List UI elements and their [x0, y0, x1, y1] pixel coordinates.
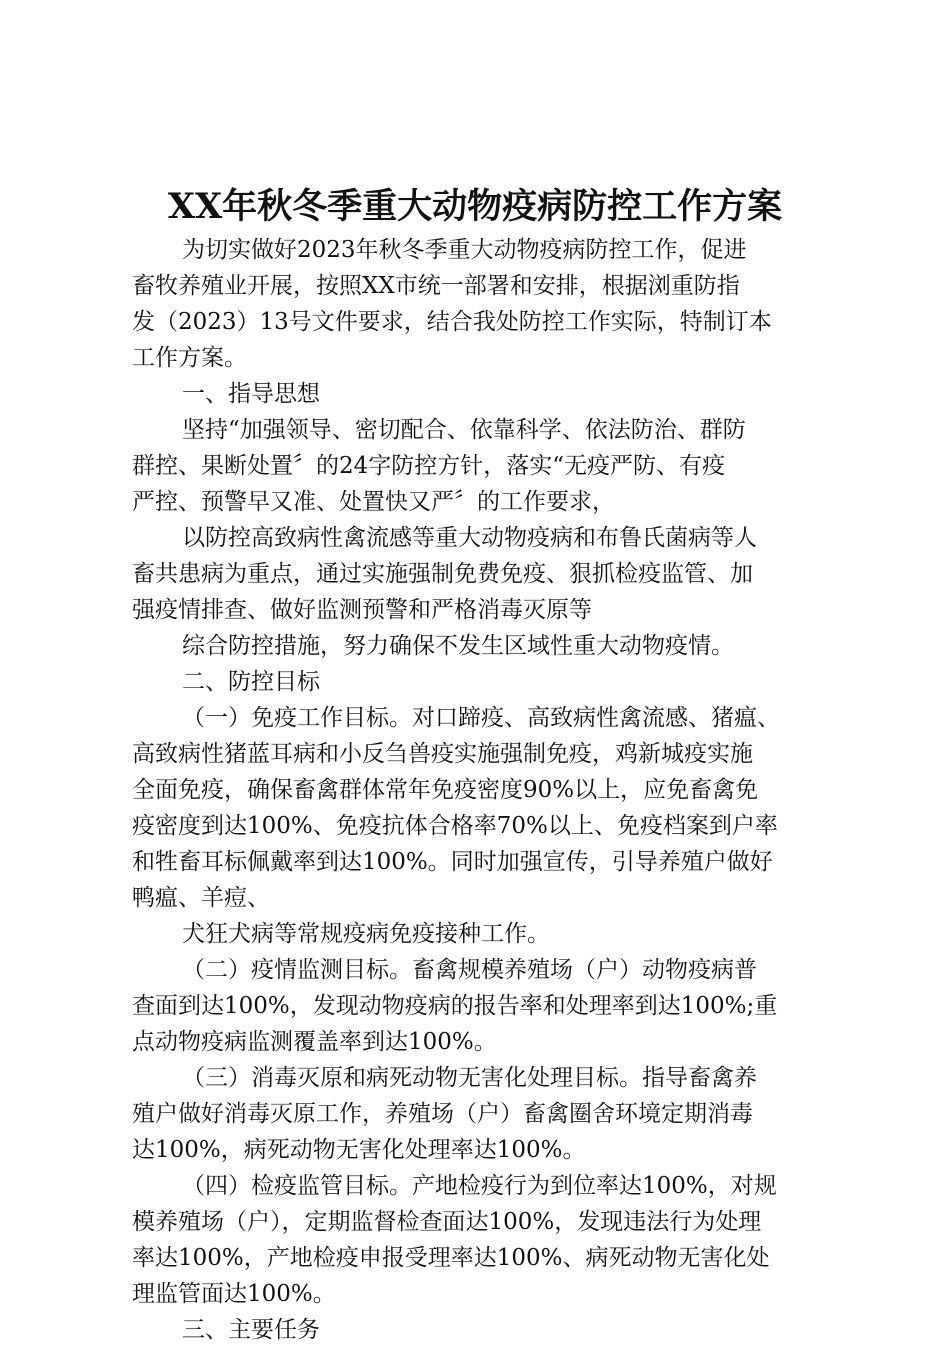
body-text-line: 疫密度到达100%、免疫抗体合格率70%以上、免疫档案到户率: [132, 813, 778, 839]
body-text-line: 殖户做好消毒灭原工作，养殖场（户）畜禽圈舍环境定期消毒: [132, 1101, 753, 1127]
document-body: [132, 232, 832, 1348]
body-text-line: 模养殖场（户），定期监督检查面达100%，发现违法行为处理: [132, 1209, 762, 1235]
body-text-line: 以防控高致病性禽流感等重大动物疫病和布鲁氏菌病等人: [182, 525, 757, 551]
body-text-line: 高致病性猪蓝耳病和小反刍兽疫实施强制免疫，鸡新城疫实施: [132, 741, 753, 767]
body-text-line: 工作方案。: [132, 345, 247, 371]
body-text-line: 发（2023）13号文件要求，结合我处防控工作实际，特制订本: [132, 309, 772, 335]
body-text-line: 二、防控目标: [182, 669, 320, 695]
document-title: XX年秋冬季重大动物疫病防控工作方案: [167, 186, 783, 227]
body-text-line: 点动物疫病监测覆盖率到达100%。: [132, 1029, 497, 1055]
body-text-line: 强疫情排查、做好监测预警和严格消毒灭原等: [132, 597, 592, 623]
body-text-line: 群控、果断处置〞的24字防控方针，落实“无疫严防、有疫: [132, 453, 726, 479]
body-text-line: 三、主要任务: [182, 1317, 320, 1343]
body-text-line: 犬狂犬病等常规疫病免疫接种工作。: [182, 921, 550, 947]
body-text-line: 和牲畜耳标佩戴率到达100%。同时加强宣传，引导养殖户做好: [132, 849, 773, 875]
body-text-line: 达100%，病死动物无害化处理率达100%。: [132, 1137, 586, 1163]
body-text-line: 畜共患病为重点，通过实施强制免费免疫、狠抓检疫监管、加: [132, 561, 753, 587]
body-text-line: 理监管面达100%。: [132, 1281, 336, 1307]
body-text-line: 畜牧养殖业开展，按照XX市统一部署和安排，根据浏重防指: [132, 273, 740, 299]
body-text-line: （三）消毒灭原和病死动物无害化处理目标。指导畜禽养: [182, 1065, 757, 1091]
body-text-line: 一、指导思想: [182, 381, 320, 407]
body-text-line: （四）检疫监管目标。产地检疫行为到位率达100%，对规: [182, 1173, 777, 1199]
body-text-line: 鸭瘟、羊痘、: [132, 885, 270, 911]
body-text-line: 全面免疫，确保畜禽群体常年免疫密度90%以上，应免畜禽免: [132, 777, 759, 803]
body-text-line: 综合防控措施，努力确保不发生区域性重大动物疫情。: [182, 633, 734, 659]
body-text-line: 坚持“加强领导、密切配合、依靠科学、依法防治、群防: [182, 417, 746, 443]
body-text-line: 查面到达100%，发现动物疫病的报告率和处理率到达100%;重: [132, 993, 778, 1019]
body-text-line: （二）疫情监测目标。畜禽规模养殖场（户）动物疫病普: [182, 957, 757, 983]
body-text-line: 率达100%，产地检疫申报受理率达100%、病死动物无害化处: [132, 1245, 770, 1271]
body-text-line: 为切实做好2023年秋冬季重大动物疫病防控工作，促进: [182, 237, 747, 263]
body-text-line: 严控、预警早又准、处置快又严〞的工作要求，: [132, 489, 615, 515]
body-text-line: （一）免疫工作目标。对口蹄疫、高致病性禽流感、猪瘟、: [182, 705, 780, 731]
